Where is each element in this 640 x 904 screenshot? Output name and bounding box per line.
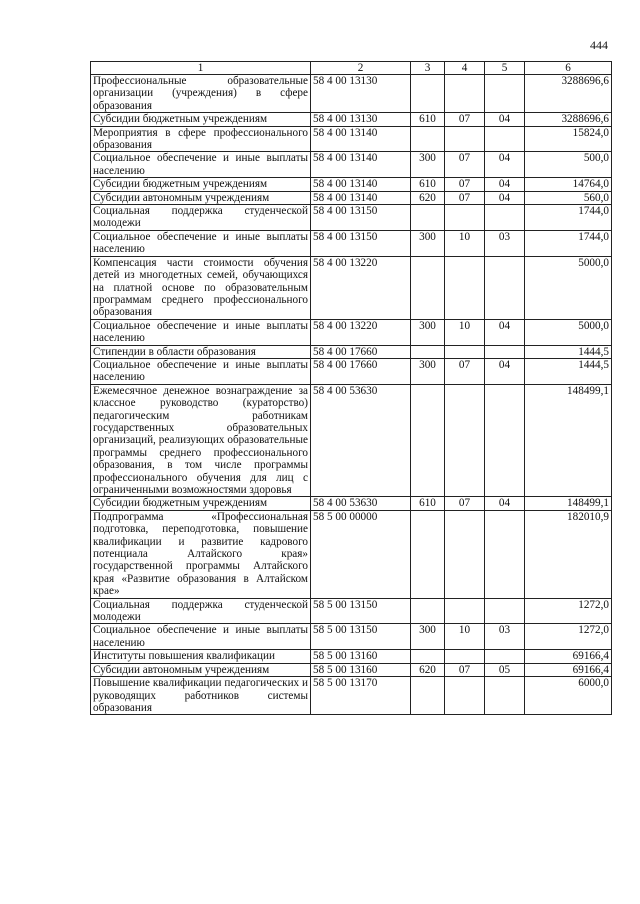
row-name-cell: Социальная поддержка студенческой молодежи: [91, 598, 311, 624]
row-name-cell: Субсидии бюджетным учреждениям: [91, 497, 311, 510]
table-row: [91, 497, 612, 510]
table-row: [91, 663, 612, 676]
row-subsection-cell: [485, 345, 525, 358]
row-expense-type-cell: [411, 384, 445, 497]
row-subsection-cell: [485, 510, 525, 598]
row-name-cell: Мероприятия в сфере профессионального образования: [91, 126, 311, 152]
row-section-cell: 07: [445, 497, 485, 510]
row-amount-cell: 1744,0: [525, 230, 612, 256]
column-number-row: [91, 62, 612, 75]
table-row: [91, 256, 612, 319]
row-name-cell: Подпрограмма «Профессиональная подготовка, переподготовка, повышение квалификации и развитие кадрового потенциала Алтайского края» государственной программы Алтайского края «Развитие образования в Алтайском крае»: [91, 510, 311, 598]
row-code-cell: 58 4 00 53630: [311, 384, 411, 497]
row-section-cell: [445, 677, 485, 715]
row-code-cell: 58 4 00 13140: [311, 152, 411, 178]
row-code-cell: 58 5 00 13160: [311, 663, 411, 676]
table-row: [91, 319, 612, 345]
row-section-cell: [445, 598, 485, 624]
row-code-cell: 58 5 00 13170: [311, 677, 411, 715]
row-section-cell: [445, 650, 485, 663]
row-expense-type-cell: 610: [411, 497, 445, 510]
row-expense-type-cell: [411, 205, 445, 231]
row-expense-type-cell: [411, 75, 445, 113]
row-code-cell: 58 4 00 17660: [311, 345, 411, 358]
table-row: [91, 384, 612, 497]
row-name-cell: Социальная поддержка студенческой молодежи: [91, 205, 311, 231]
table-row: [91, 510, 612, 598]
table-row: [91, 598, 612, 624]
row-subsection-cell: 04: [485, 113, 525, 126]
table-row: [91, 205, 612, 231]
row-subsection-cell: 04: [485, 152, 525, 178]
row-amount-cell: 69166,4: [525, 663, 612, 676]
row-expense-type-cell: 610: [411, 178, 445, 191]
row-amount-cell: 148499,1: [525, 384, 612, 497]
row-expense-type-cell: 300: [411, 624, 445, 650]
row-amount-cell: 560,0: [525, 191, 612, 204]
row-subsection-cell: [485, 256, 525, 319]
row-name-cell: Социальное обеспечение и иные выплаты населению: [91, 358, 311, 384]
row-section-cell: [445, 510, 485, 598]
row-section-cell: [445, 205, 485, 231]
row-amount-cell: 1444,5: [525, 358, 612, 384]
row-expense-type-cell: [411, 345, 445, 358]
row-code-cell: 58 5 00 00000: [311, 510, 411, 598]
table-row: [91, 113, 612, 126]
row-amount-cell: 69166,4: [525, 650, 612, 663]
column-header: 6: [525, 62, 612, 75]
row-code-cell: 58 4 00 53630: [311, 497, 411, 510]
row-amount-cell: 500,0: [525, 152, 612, 178]
table-row: [91, 345, 612, 358]
row-amount-cell: 6000,0: [525, 677, 612, 715]
row-code-cell: 58 4 00 13130: [311, 113, 411, 126]
row-expense-type-cell: 300: [411, 152, 445, 178]
column-header: 3: [411, 62, 445, 75]
row-section-cell: [445, 75, 485, 113]
row-name-cell: Ежемесячное денежное вознаграждение за классное руководство (кураторство) педагогическим работникам государственных образовательных организаций, реализующих образовательные программы среднего профессионального образования, в том числе программы профессионального обучения для лиц с ограниченными возможностями здоровья: [91, 384, 311, 497]
row-expense-type-cell: [411, 677, 445, 715]
column-header: 1: [91, 62, 311, 75]
row-code-cell: 58 4 00 13140: [311, 178, 411, 191]
row-name-cell: Социальное обеспечение и иные выплаты населению: [91, 624, 311, 650]
table-row: [91, 178, 612, 191]
row-name-cell: Субсидии бюджетным учреждениям: [91, 113, 311, 126]
row-subsection-cell: 05: [485, 663, 525, 676]
row-expense-type-cell: [411, 598, 445, 624]
table-row: [91, 126, 612, 152]
row-subsection-cell: 04: [485, 191, 525, 204]
row-name-cell: Субсидии автономным учреждениям: [91, 191, 311, 204]
row-subsection-cell: [485, 384, 525, 497]
row-code-cell: 58 4 00 13140: [311, 191, 411, 204]
row-amount-cell: 148499,1: [525, 497, 612, 510]
row-name-cell: Субсидии бюджетным учреждениям: [91, 178, 311, 191]
row-expense-type-cell: [411, 510, 445, 598]
column-header: 2: [311, 62, 411, 75]
row-name-cell: Социальное обеспечение и иные выплаты населению: [91, 319, 311, 345]
row-name-cell: Компенсация части стоимости обучения детей из многодетных семей, обучающихся на платной основе по образовательным программам среднего профессионального образования: [91, 256, 311, 319]
table-row: [91, 152, 612, 178]
row-section-cell: 07: [445, 663, 485, 676]
row-amount-cell: 182010,9: [525, 510, 612, 598]
row-subsection-cell: 04: [485, 497, 525, 510]
row-subsection-cell: [485, 598, 525, 624]
table-row: [91, 677, 612, 715]
row-expense-type-cell: 300: [411, 319, 445, 345]
row-expense-type-cell: [411, 650, 445, 663]
row-name-cell: Профессиональные образовательные организации (учреждения) в сфере образования: [91, 75, 311, 113]
row-section-cell: [445, 256, 485, 319]
row-amount-cell: 5000,0: [525, 256, 612, 319]
row-section-cell: [445, 126, 485, 152]
budget-table-body: [91, 75, 612, 715]
row-code-cell: 58 4 00 13220: [311, 319, 411, 345]
row-code-cell: 58 5 00 13150: [311, 624, 411, 650]
row-expense-type-cell: 300: [411, 358, 445, 384]
row-subsection-cell: 04: [485, 358, 525, 384]
row-expense-type-cell: [411, 256, 445, 319]
row-name-cell: Институты повышения квалификации: [91, 650, 311, 663]
budget-table: [90, 61, 612, 715]
table-row: [91, 650, 612, 663]
row-subsection-cell: [485, 205, 525, 231]
row-amount-cell: 3288696,6: [525, 113, 612, 126]
row-amount-cell: 5000,0: [525, 319, 612, 345]
row-section-cell: 07: [445, 113, 485, 126]
row-amount-cell: 3288696,6: [525, 75, 612, 113]
table-row: [91, 624, 612, 650]
row-subsection-cell: 04: [485, 178, 525, 191]
row-expense-type-cell: 620: [411, 663, 445, 676]
row-expense-type-cell: 610: [411, 113, 445, 126]
column-header: 4: [445, 62, 485, 75]
row-amount-cell: 14764,0: [525, 178, 612, 191]
row-subsection-cell: [485, 75, 525, 113]
row-amount-cell: 1744,0: [525, 205, 612, 231]
row-subsection-cell: [485, 677, 525, 715]
row-section-cell: 07: [445, 152, 485, 178]
page-number: 444: [590, 38, 608, 52]
row-name-cell: Социальное обеспечение и иные выплаты населению: [91, 152, 311, 178]
row-section-cell: [445, 384, 485, 497]
row-section-cell: 10: [445, 230, 485, 256]
row-section-cell: 07: [445, 178, 485, 191]
row-expense-type-cell: 300: [411, 230, 445, 256]
row-code-cell: 58 5 00 13160: [311, 650, 411, 663]
row-section-cell: 10: [445, 319, 485, 345]
row-name-cell: Стипендии в области образования: [91, 345, 311, 358]
row-section-cell: 07: [445, 358, 485, 384]
row-subsection-cell: 03: [485, 624, 525, 650]
row-code-cell: 58 4 00 13220: [311, 256, 411, 319]
row-amount-cell: 1272,0: [525, 598, 612, 624]
row-name-cell: Повышение квалификации педагогических и руководящих работников системы образования: [91, 677, 311, 715]
table-row: [91, 75, 612, 113]
table-row: [91, 191, 612, 204]
row-subsection-cell: [485, 126, 525, 152]
row-name-cell: Субсидии автономным учреждениям: [91, 663, 311, 676]
row-subsection-cell: [485, 650, 525, 663]
row-expense-type-cell: 620: [411, 191, 445, 204]
table-row: [91, 358, 612, 384]
row-code-cell: 58 4 00 13140: [311, 126, 411, 152]
row-code-cell: 58 5 00 13150: [311, 598, 411, 624]
row-expense-type-cell: [411, 126, 445, 152]
row-section-cell: [445, 345, 485, 358]
row-code-cell: 58 4 00 13130: [311, 75, 411, 113]
row-subsection-cell: 04: [485, 319, 525, 345]
row-section-cell: 07: [445, 191, 485, 204]
row-name-cell: Социальное обеспечение и иные выплаты населению: [91, 230, 311, 256]
row-amount-cell: 15824,0: [525, 126, 612, 152]
column-header: 5: [485, 62, 525, 75]
row-amount-cell: 1444,5: [525, 345, 612, 358]
row-subsection-cell: 03: [485, 230, 525, 256]
table-row: [91, 230, 612, 256]
row-section-cell: 10: [445, 624, 485, 650]
row-code-cell: 58 4 00 13150: [311, 230, 411, 256]
row-code-cell: 58 4 00 17660: [311, 358, 411, 384]
row-code-cell: 58 4 00 13150: [311, 205, 411, 231]
row-amount-cell: 1272,0: [525, 624, 612, 650]
